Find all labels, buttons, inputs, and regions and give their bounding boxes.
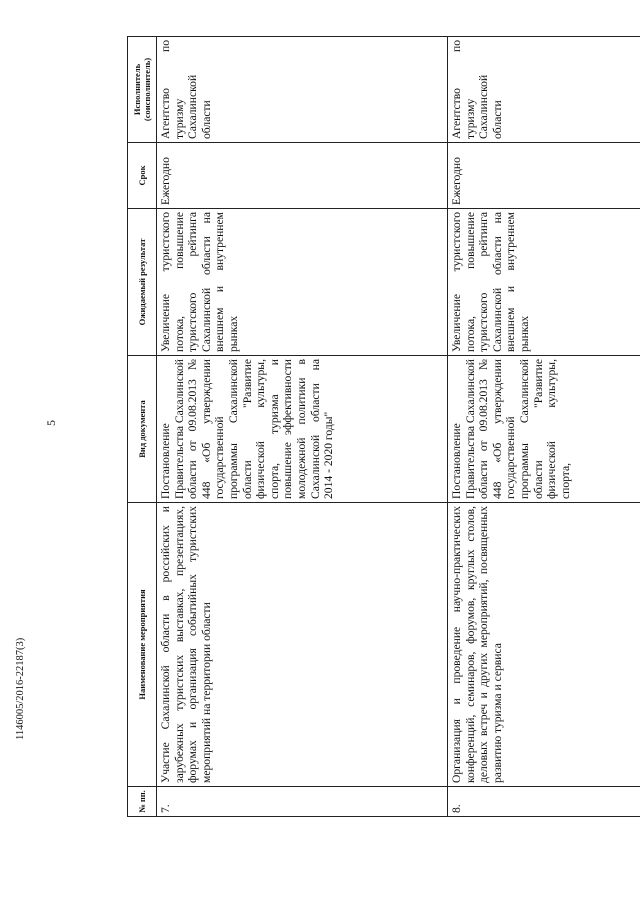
row-number: 8. — [450, 804, 463, 813]
cell-term — [448, 143, 640, 209]
cell-name — [448, 503, 640, 787]
cell-executor — [448, 37, 640, 143]
executor: Агентство по туризму Сахалинской области — [159, 40, 213, 139]
page-number: 5 — [44, 420, 58, 426]
cell-num — [157, 787, 448, 817]
cell-num — [448, 787, 640, 817]
rotated-table-container — [127, 37, 637, 817]
table-row — [448, 37, 640, 817]
header-executor: Исполнитель (соисполнитель) — [128, 37, 157, 143]
header-num: № пп. — [128, 787, 157, 817]
table-row — [157, 37, 448, 817]
table-header-row — [128, 37, 157, 817]
row-number: 7. — [159, 804, 172, 813]
expected-result: Увеличение туристского потока, повышение туристского рейтинга Сахалинской области на внешнем и внутреннем рынках — [450, 212, 531, 352]
events-table — [127, 36, 640, 817]
cell-doc — [157, 356, 448, 503]
cell-executor — [157, 37, 448, 143]
header-term: Срок — [128, 143, 157, 209]
term: Ежегодно — [450, 157, 463, 205]
cell-term — [157, 143, 448, 209]
cell-result — [157, 209, 448, 356]
cell-doc — [448, 356, 640, 503]
header-result: Ожидаемый результат — [128, 209, 157, 356]
executor: Агентство по туризму Сахалинской области — [450, 40, 504, 139]
footer-document-code: 1146005/2016-22187(3) — [15, 637, 26, 740]
cell-result — [448, 209, 640, 356]
header-doc: Вид документа — [128, 356, 157, 503]
cell-name — [157, 503, 448, 787]
document-type: Постановление Правительства Сахалинской области от 09.08.2013 № 448 «Об утверждении государственной программы Сахалинской области "Развитие физической культуры, спорта, туризма и повышение эффективности молодежной политики в Сахалинской области на 2014 - 2020 годы" — [159, 358, 336, 499]
expected-result: Увеличение туристского потока, повышение туристского рейтинга Сахалинской области на внешнем и внутреннем рынках — [159, 212, 240, 352]
event-name: Участие Сахалинской области в российских и зарубежных туристских выставках, презентациях, форумах и организация событийных туристских мероприятий на территории области — [159, 506, 213, 783]
event-name: Организация и проведение научно-практических конференций, семинаров, форумов, круглых столов, деловых встреч и других мероприятий, посвященных развитию туризма и сервиса — [450, 506, 504, 783]
term: Ежегодно — [159, 157, 172, 205]
header-name: Наименование мероприятия — [128, 503, 157, 787]
document-type: Постановление Правительства Сахалинской области от 09.08.2013 № 448 «Об утверждении государственной программы Сахалинской области "Развитие физической культуры, спорта, — [450, 358, 572, 499]
